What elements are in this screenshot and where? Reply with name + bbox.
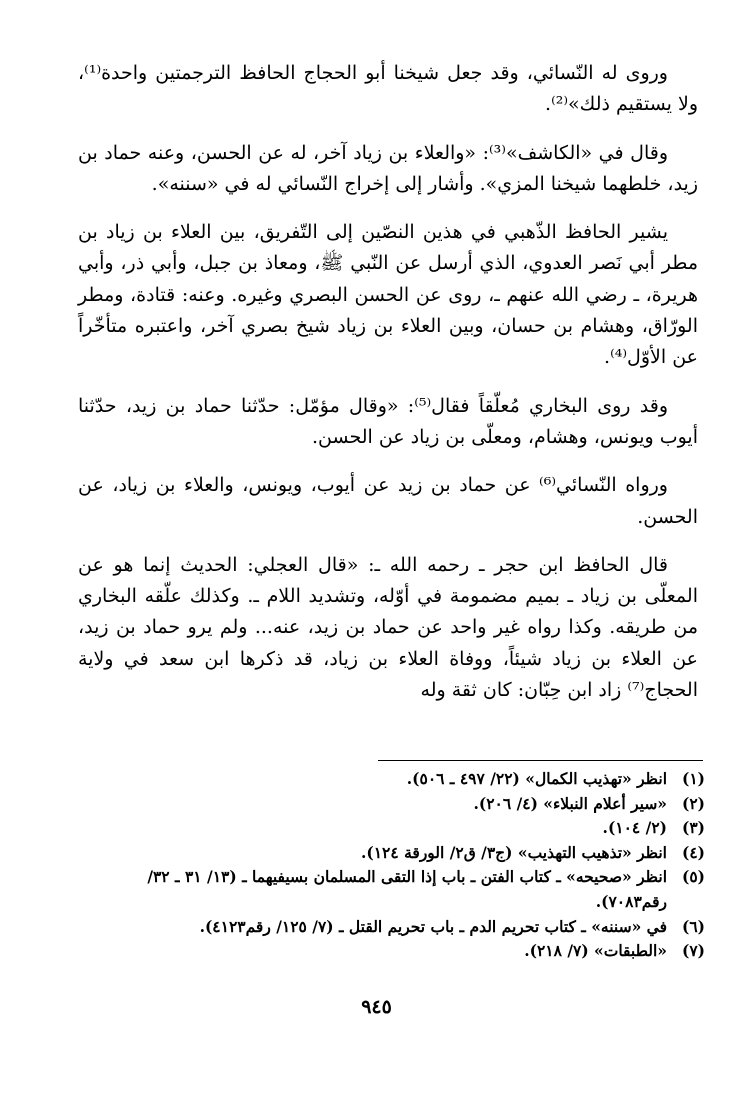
paragraph: وروى له النّسائي، وقد جعل شيخنا أبو الحجاج الحافظ الترجمتين واحدة⁽¹⁾، ولا يستقيم ذلك»⁽²⁾. xyxy=(78,62,698,116)
footnotes xyxy=(78,767,705,964)
footnote-number: (١) xyxy=(681,769,705,788)
paragraph: ورواه النّسائي⁽⁶⁾ عن حماد بن زيد عن أيوب، ويونس، والعلاء بن زياد، عن الحسن. xyxy=(78,474,698,528)
paragraph: يشير الحافظ الذّهبي في هذين النصّين إلى التّفريق، بين العلاء بن زياد بن مطر أبي نَصر العدوي، الذي أرسل عن النّبي ﷺ، ومعاذ بن جبل، وأبي ذر، وأبي هريرة، ـ رضي الله عنهم ـ، روى عن الحسن البصري وغيره. وعنه: قتادة، ومطر الورّاق، وهشام بن حسان، وبين العلاء بن زياد شيخ بصري آخر، واعتبره متأخّراً عن الأوّل⁽⁴⁾. xyxy=(78,221,698,369)
footnote-number: (٤) xyxy=(681,842,705,862)
footnote-text: «سير أعلام النبلاء» (٤/ ٢٠٦). xyxy=(473,793,667,813)
footnote xyxy=(78,816,705,841)
footnote xyxy=(78,939,705,964)
footnote-number: (٥) xyxy=(681,867,705,887)
footnote-text: انظر «تذهيب التهذيب» (ج٣/ ق٢/ الورقة ١٢٤). xyxy=(360,842,667,862)
footnote xyxy=(78,792,705,817)
footnote-number: (٦) xyxy=(681,916,705,936)
footnote-text: انظر «تهذيب الكمال» (٢٢/ ٤٩٧ ـ ٥٠٦). xyxy=(406,769,667,788)
footnote xyxy=(78,841,705,866)
footnote-number: (٣) xyxy=(681,818,705,838)
paragraph: وقد روى البخاري مُعلّقاً فقال⁽⁵⁾: «وقال مؤمّل: حدّثنا حماد بن زيد، حدّثنا أيوب ويونس، وهشام، ومعلّى بن زياد عن الحسن. xyxy=(78,394,698,448)
footnote xyxy=(78,915,705,940)
paragraph: وقال في «الكاشف»⁽³⁾: «والعلاء بن زياد آخر، له عن الحسن، وعنه حماد بن زيد، خلطهما شيخنا المزي». وأشار إلى إخراج النّسائي له في «سننه». xyxy=(78,141,698,195)
footnote-text: «الطبقات» (٧/ ٢١٨). xyxy=(524,941,667,961)
footnote-number: (٧) xyxy=(681,941,705,961)
footnote xyxy=(78,865,705,914)
footnote-text: (٢/ ١٠٤). xyxy=(602,818,667,838)
footnote xyxy=(78,767,705,792)
page-number: ٩٤٥ xyxy=(361,996,392,1018)
footnote-text: في «سننه» ـ كتاب تحريم الدم ـ باب تحريم القتل ـ (٧/ ١٢٥/ رقم٤١٢٣). xyxy=(199,916,667,936)
footnote-text: انظر «صحيحه» ـ كتاب الفتن ـ باب إذا التقى المسلمان بسيفيهما ـ (١٣/ ٣١ ـ ٣٢/ رقم٧٠٨٣). xyxy=(147,867,667,911)
paragraph: قال الحافظ ابن حجر ـ رحمه الله ـ: «قال العجلي: الحديث إنما هو عن المعلّى بن زياد ـ بميم مضمومة في أوّله، وتشديد اللام ـ. وكذلك علّقه البخاري من طريقه. وكذا رواه غير واحد عن حماد بن زيد، عنه... ولم يرو حماد بن زيد، عن العلاء بن زياد شيئاً، ووفاة العلاء بن زياد، قد ذكرها ابن سعد في ولاية الحجاج⁽⁷⁾ زاد ابن حِبّان: كان ثقة وله xyxy=(78,553,698,702)
footnote-divider xyxy=(378,760,703,761)
main-text xyxy=(78,58,698,723)
footnote-number: (٢) xyxy=(681,793,705,813)
